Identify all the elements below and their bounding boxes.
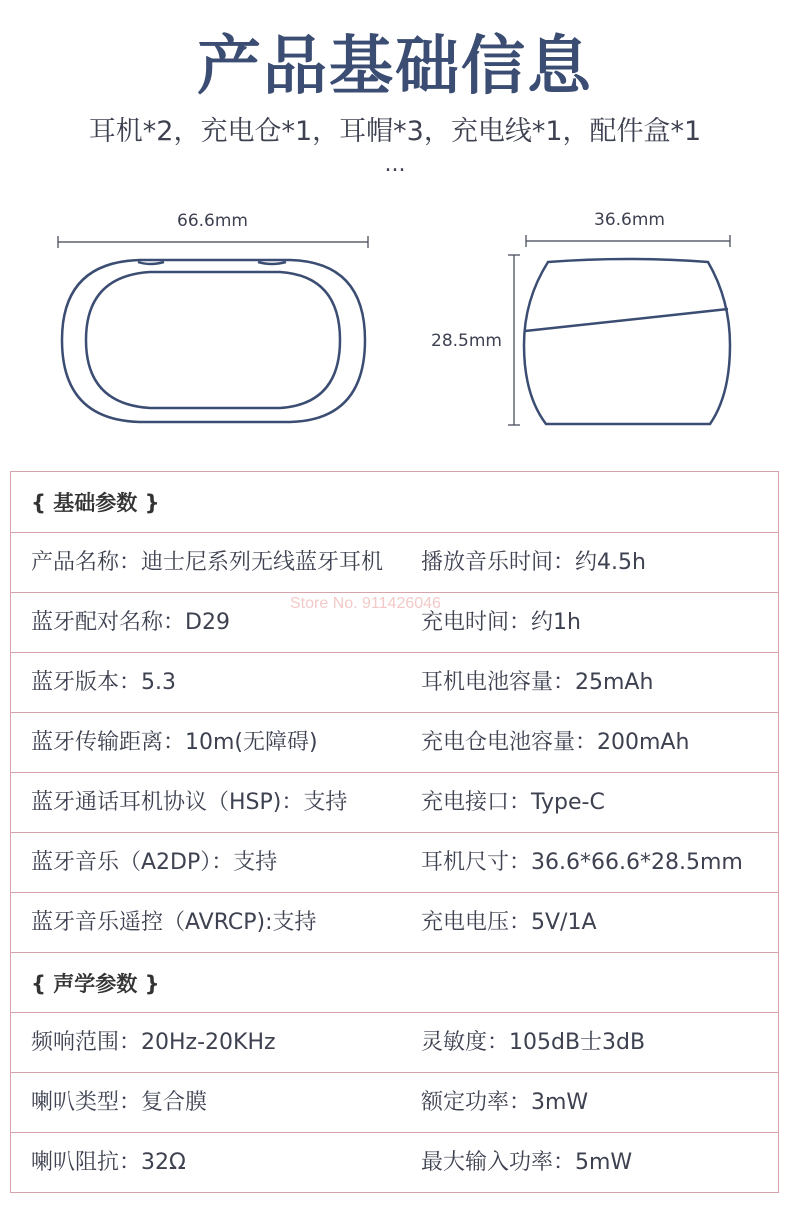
- section-title-basic: { 基础参数 }: [31, 491, 160, 515]
- spec-cell: 蓝牙音乐（A2DP）：支持: [31, 849, 278, 875]
- spec-cell: 蓝牙版本：5.3: [31, 669, 176, 695]
- spec-cell: 频响范围：20Hz-20KHz: [31, 1029, 276, 1055]
- table-row: [11, 532, 778, 592]
- spec-cell: 蓝牙配对名称：D29: [31, 609, 230, 635]
- side-view-outline: [524, 259, 730, 424]
- page-title: 产品基础信息: [197, 30, 593, 104]
- section-header-acoustic: [11, 952, 778, 1012]
- table-row: [11, 1012, 778, 1072]
- section-title-acoustic: { 声学参数 }: [31, 971, 160, 996]
- spec-cell: 灵敏度：105dB士3dB: [421, 1029, 646, 1055]
- table-row: [11, 712, 778, 772]
- spec-table: [10, 471, 779, 1193]
- table-row: [11, 892, 778, 952]
- table-row: [11, 652, 778, 712]
- spec-cell: 充电仓电池容量：200mAh: [421, 729, 690, 755]
- table-row: [11, 832, 778, 892]
- spec-cell: 最大输入功率：5mW: [421, 1149, 633, 1175]
- spec-cell: 蓝牙通话耳机协议（HSP)：支持: [31, 789, 348, 815]
- spec-cell: 播放音乐时间：约4.5h: [421, 549, 646, 575]
- table-row: [11, 1132, 778, 1192]
- spec-cell: 蓝牙音乐遥控（AVRCP):支持: [31, 909, 317, 935]
- spec-cell: 耳机尺寸：36.6*66.6*28.5mm: [421, 849, 743, 875]
- table-row: [11, 1072, 778, 1132]
- spec-cell: 产品名称：迪士尼系列无线蓝牙耳机: [31, 549, 384, 575]
- spec-cell: 额定功率：3mW: [421, 1089, 589, 1115]
- package-contents: 耳机*2，充电仓*1，耳帽*3，充电线*1，配件盒*1: [88, 116, 702, 147]
- section-header-basic: [11, 472, 778, 532]
- top-view-outline: [62, 260, 365, 422]
- height-dimension-line: [508, 255, 520, 425]
- spec-cell: 喇叭阻抗：32Ω: [31, 1149, 186, 1175]
- height-label: 28.5mm: [431, 331, 502, 351]
- width-label: 66.6mm: [177, 211, 248, 231]
- spec-cell: 喇叭类型：复合膜: [31, 1089, 208, 1115]
- spec-cell: 充电接口：Type-C: [421, 789, 605, 815]
- spec-cell: 蓝牙传输距离：10m(无障碍): [31, 729, 318, 755]
- depth-dimension-line: [526, 235, 730, 247]
- case-drawing: [0, 0, 790, 470]
- store-watermark: Store No. 911426046: [290, 595, 441, 612]
- spec-cell: 充电时间：约1h: [421, 609, 581, 635]
- depth-label: 36.6mm: [594, 210, 665, 230]
- spec-cell: 耳机电池容量：25mAh: [421, 669, 654, 695]
- contents-ellipsis: ...: [384, 152, 406, 177]
- table-row: [11, 772, 778, 832]
- width-dimension-line: [58, 236, 368, 248]
- spec-cell: 充电电压：5V/1A: [421, 909, 597, 935]
